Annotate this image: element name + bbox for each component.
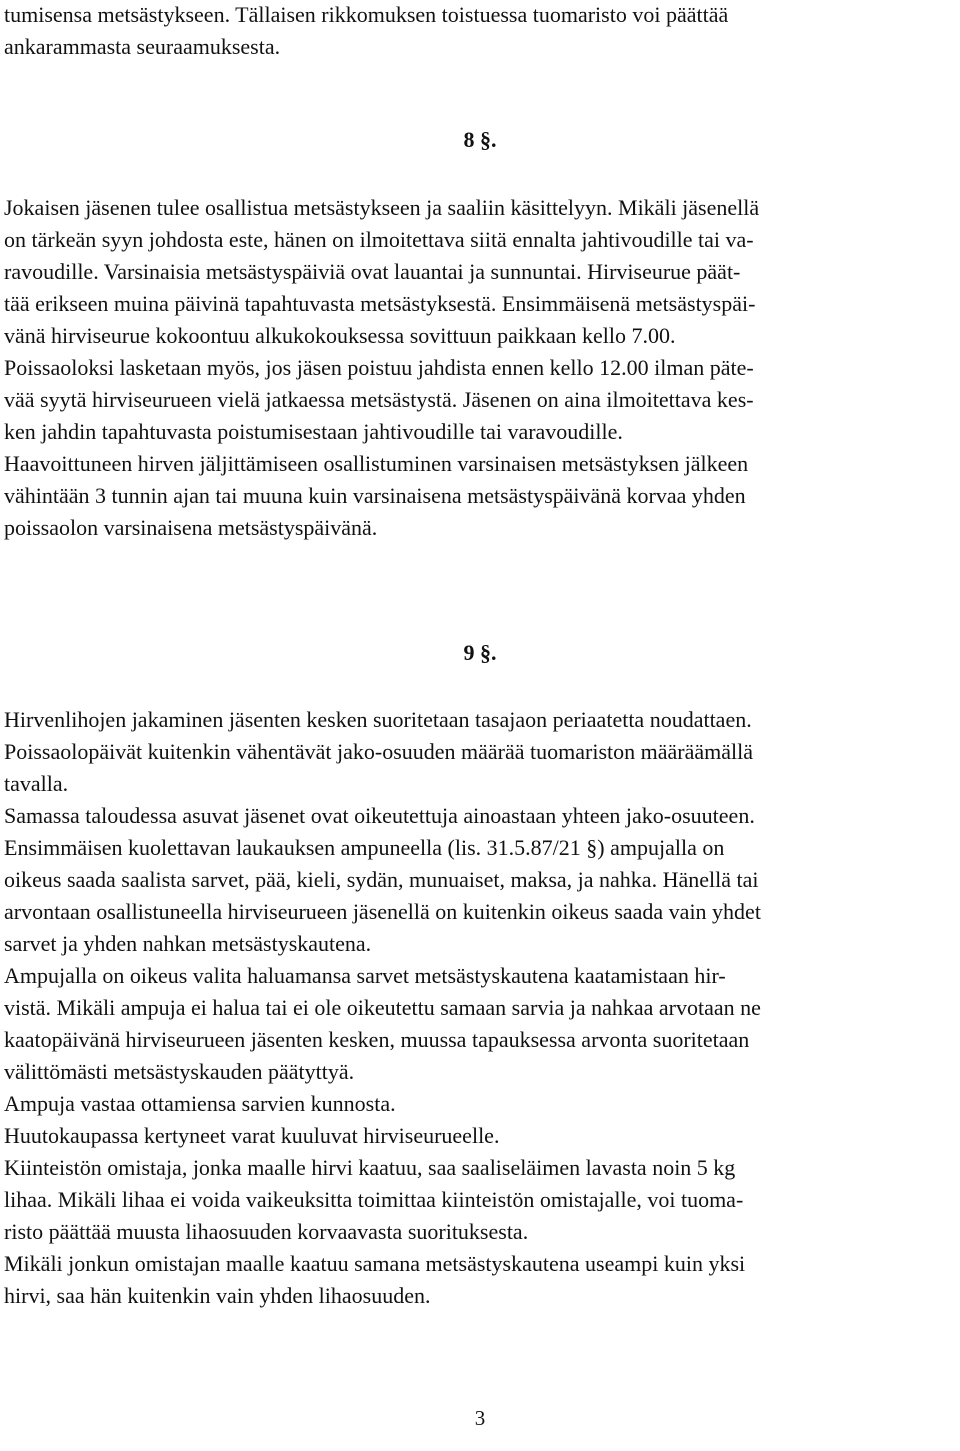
section-9-line: Huutokaupassa kertyneet varat kuuluvat hirviseurueelle. <box>4 1123 500 1148</box>
section-8-line: vää syytä hirviseurueen vielä jatkaessa metsästystä. Jäsenen on aina ilmoitettava kes- <box>4 387 754 412</box>
section-9-line: Poissaolopäivät kuitenkin vähentävät jako-osuuden määrää tuomariston määräämällä <box>4 739 753 764</box>
section-9-line: Samassa taloudessa asuvat jäsenet ovat oikeutettuja ainoastaan yhteen jako-osuuteen. <box>4 803 755 828</box>
section-9-line: risto päättää muusta lihaosuuden korvaavasta suorituksesta. <box>4 1219 529 1244</box>
section-9-line: Ampuja vastaa ottamiensa sarvien kunnosta. <box>4 1091 396 1116</box>
section-9-line: lihaa. Mikäli lihaa ei voida vaikeuksitta toimittaa kiinteistön omistajalle, voi tuoma- <box>4 1187 744 1212</box>
section-8-line: ken jahdin tapahtuvasta poistumisestaan jahtivoudille tai varavoudille. <box>4 419 623 444</box>
section-8-line: vähintään 3 tunnin ajan tai muuna kuin varsinaisena metsästyspäivänä korvaa yhden <box>4 483 746 508</box>
section-8-line: tää erikseen muina päivinä tapahtuvasta metsästyksestä. Ensimmäisenä metsästyspäi- <box>4 291 756 316</box>
page-number: 3 <box>474 1406 486 1430</box>
section-8-heading: 8 §. <box>463 127 497 152</box>
section-8-line: on tärkeän syyn johdosta este, hänen on ilmoitettava siitä ennalta jahtivoudille tai va- <box>4 227 754 252</box>
section-9-line: Ensimmäisen kuolettavan laukauksen ampuneella (lis. 31.5.87/21 §) ampujalla on <box>4 835 725 860</box>
section-8-line: Jokaisen jäsenen tulee osallistua metsästykseen ja saaliin käsittelyyn. Mikäli jäsenellä <box>4 195 760 220</box>
intro-line: tumisensa metsästykseen. Tällaisen rikkomuksen toistuessa tuomaristo voi päättää <box>4 2 729 27</box>
section-9-line: tavalla. <box>4 771 69 796</box>
section-9-line: välittömästi metsästyskauden päätyttyä. <box>4 1059 355 1084</box>
section-9-line: oikeus saada saalista sarvet, pää, kieli, sydän, munuaiset, maksa, ja nahka. Hänellä tai <box>4 867 759 892</box>
section-9-line: Mikäli jonkun omistajan maalle kaatuu samana metsästyskautena useampi kuin yksi <box>4 1251 746 1276</box>
section-9-line: hirvi, saa hän kuitenkin vain yhden lihaosuuden. <box>4 1283 431 1308</box>
section-9-line: vistä. Mikäli ampuja ei halua tai ei ole oikeutettu samaan sarvia ja nahkaa arvotaan ne <box>4 995 761 1020</box>
section-9-line: Kiinteistön omistaja, jonka maalle hirvi kaatuu, saa saaliseläimen lavasta noin 5 kg <box>4 1155 736 1180</box>
section-8-line: vänä hirviseurue kokoontuu alkukokouksessa sovittuun paikkaan kello 7.00. <box>4 323 676 348</box>
section-9-line: Ampujalla on oikeus valita haluamansa sarvet metsästyskautena kaatamistaan hir- <box>4 963 726 988</box>
section-8-line: poissaolon varsinaisena metsästyspäivänä. <box>4 515 378 540</box>
section-9-heading: 9 §. <box>463 640 497 665</box>
section-8-line: Haavoittuneen hirven jäljittämiseen osallistuminen varsinaisen metsästyksen jälkeen <box>4 451 749 476</box>
section-9-line: kaatopäivänä hirviseurueen jäsenten kesken, muussa tapauksessa arvonta suoritetaan <box>4 1027 750 1052</box>
section-9-line: sarvet ja yhden nahkan metsästyskautena. <box>4 931 372 956</box>
section-8-line: Poissaoloksi lasketaan myös, jos jäsen poistuu jahdista ennen kello 12.00 ilman päte- <box>4 355 754 380</box>
intro-line: ankarammasta seuraamuksesta. <box>4 34 281 59</box>
section-9-line: Hirvenlihojen jakaminen jäsenten kesken suoritetaan tasajaon periaatetta noudattaen. <box>4 707 752 732</box>
section-9-line: arvontaan osallistuneella hirviseurueen jäsenellä on kuitenkin oikeus saada vain yhdet <box>4 899 761 924</box>
section-8-line: ravoudille. Varsinaisia metsästyspäiviä ovat lauantai ja sunnuntai. Hirviseurue päät- <box>4 259 741 284</box>
